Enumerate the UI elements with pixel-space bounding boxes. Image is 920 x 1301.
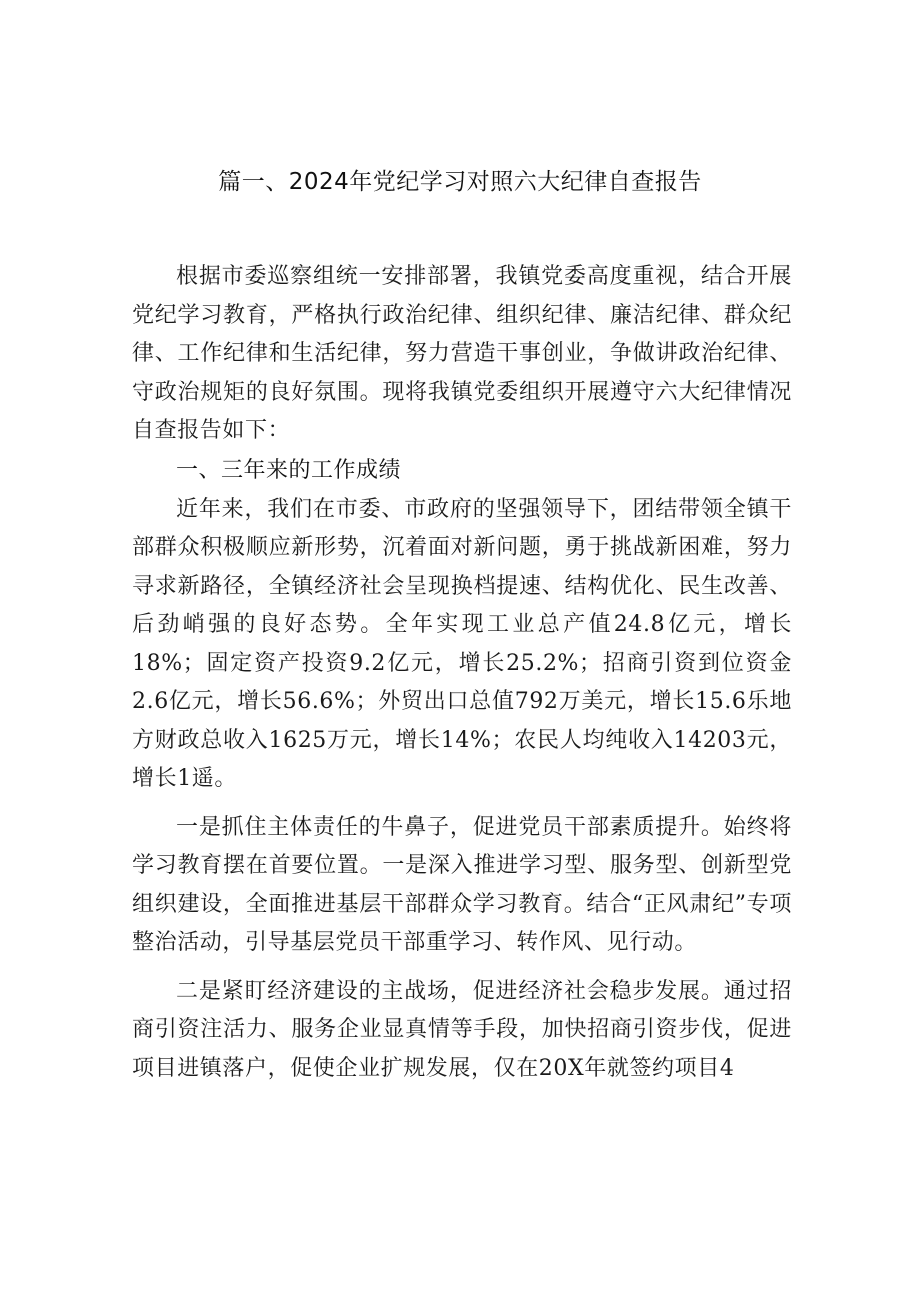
document-body	[132, 258, 792, 1088]
economic-construction-paragraph: 二是紧盯经济建设的主战场，促进经济社会稳步发展。通过招商引资注活力、服务企业显真情等手段，加快招商引资步伐，促进项目进镇落户，促使企业扩规发展，仅在20X年就签约项目4	[132, 978, 792, 1081]
intro-paragraph: 根据市委巡察组统一安排部署，我镇党委高度重视，结合开展党纪学习教育，严格执行政治纪律、组织纪律、廉洁纪律、群众纪律、工作纪律和生活纪律，努力营造干事创业，争做讲政治纪律、守政治规矩的良好氛围。现将我镇党委组织开展遵守六大纪律情况自查报告如下：	[132, 264, 792, 443]
section-heading: 一、三年来的工作成绩	[176, 457, 402, 483]
main-responsibility-paragraph: 一是抓住主体责任的牛鼻子，促进党员干部素质提升。始终将学习教育摆在首要位置。一是深入推进学习型、服务型、创新型党组织建设，全面推进基层干部群众学习教育。结合“正风肃纪”专项整治活动，引导基层党员干部重学习、转作风、见行动。	[132, 814, 792, 955]
achievements-paragraph: 近年来，我们在市委、市政府的坚强领导下，团结带领全镇干部群众积极顺应新形势，沉着面对新问题，勇于挑战新困难，努力寻求新路径，全镇经济社会呈现换档提速、结构优化、民生改善、后劲峭强的良好态势。全年实现工业总产值24.8亿元，增长18%；固定资产投资9.2亿元，增长25.2%；招商引资到位资金2.6亿元，增长56.6%；外贸出口总值792万美元，增长15.6乐地方财政总收入1625万元，增长14%；农民人均纯收入14203元，增长1遥。	[132, 496, 792, 791]
document-title: 篇一、2024年党纪学习对照六大纪律自查报告	[218, 169, 702, 195]
